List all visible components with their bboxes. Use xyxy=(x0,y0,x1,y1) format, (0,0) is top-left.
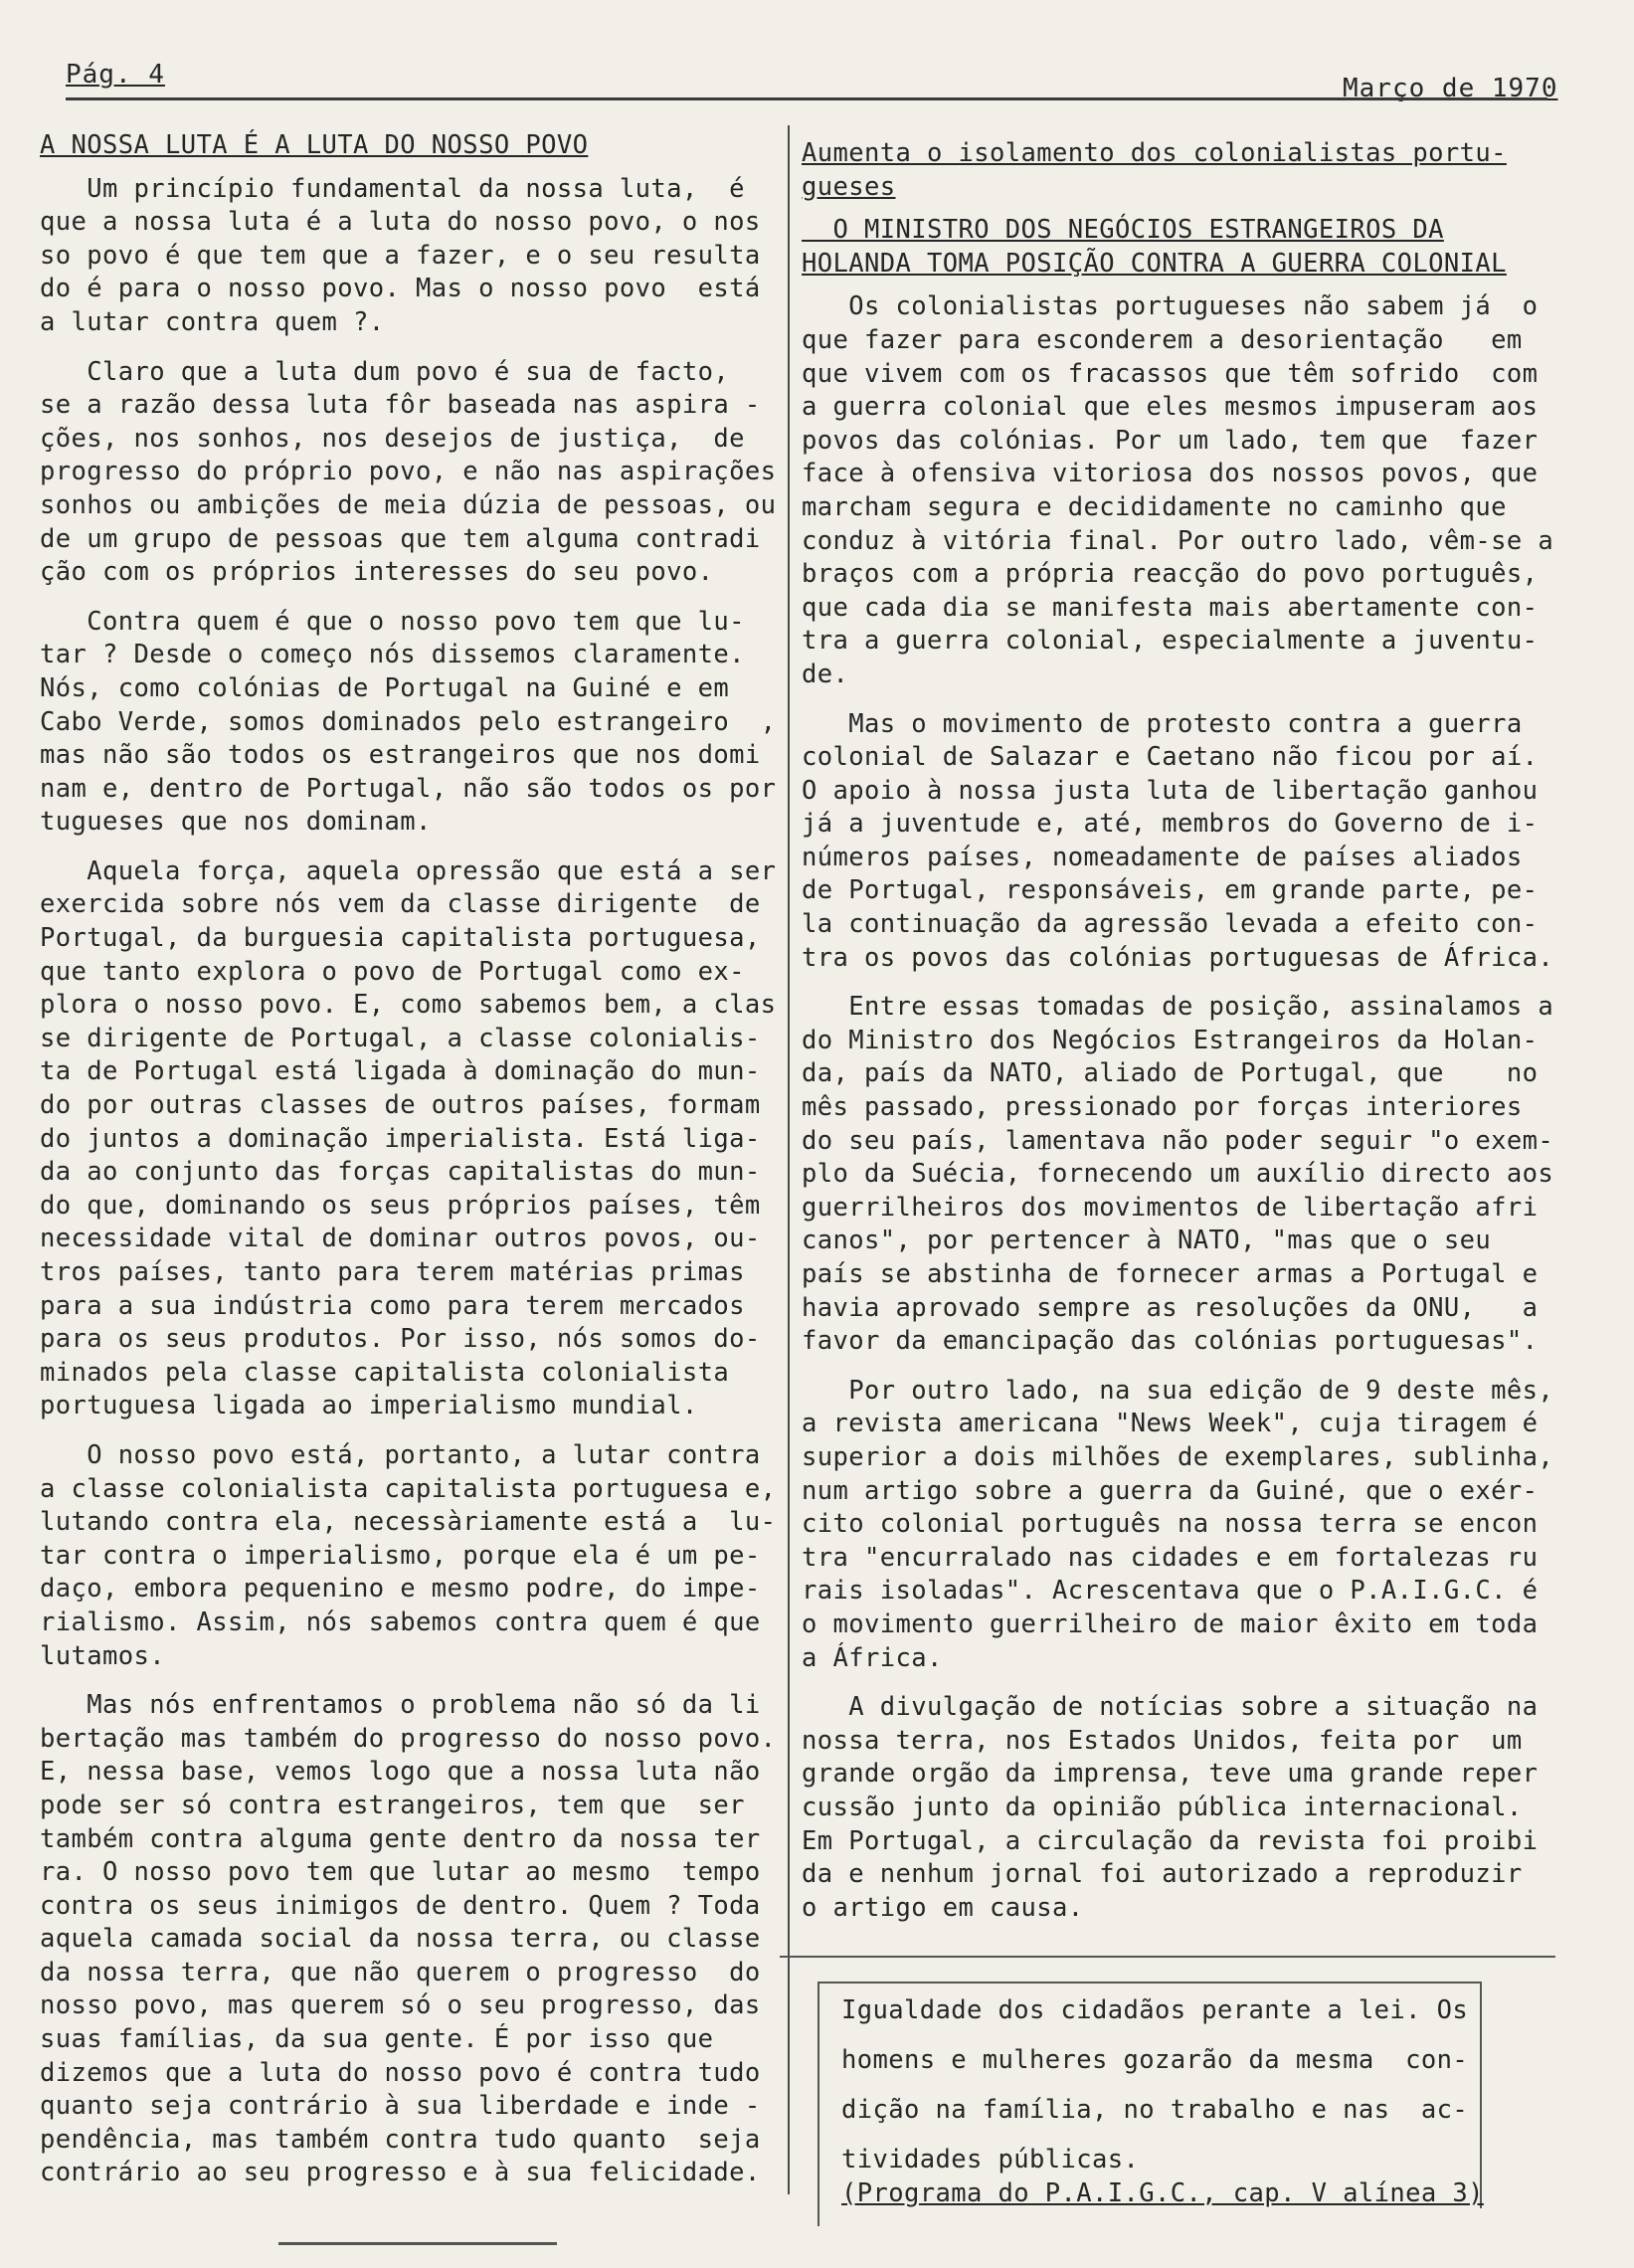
text-line: que vivem com os fracassos que têm sofrido com xyxy=(802,358,1539,389)
paragraph xyxy=(40,1439,781,1673)
text-line: la continuação da agressão levada a efeito con- xyxy=(802,909,1539,940)
text-line: num artigo sobre a guerra da Guiné, que o exér- xyxy=(802,1475,1539,1506)
text-line: minados pela classe capitalista colonialista xyxy=(40,1357,730,1388)
left-article-body xyxy=(40,173,781,2190)
text-line: do por outras classes de outros países, formam xyxy=(40,1090,761,1121)
text-line: do seu país, lamentava não poder seguir "o exem- xyxy=(802,1125,1554,1156)
text-line: tar ? Desde o começo nós dissemos claramente. xyxy=(40,640,745,670)
text-line: ta de Portugal está ligada à dominação do mun- xyxy=(40,1056,761,1087)
text-line: tros países, tanto para terem matérias primas xyxy=(40,1257,745,1287)
text-line: a guerra colonial que eles mesmos impuseram aos xyxy=(802,392,1539,423)
text-line: Aumenta o isolamento dos colonialistas portu- xyxy=(802,138,1507,168)
text-line: mês passado, pressionado por forças interiores xyxy=(802,1092,1523,1123)
text-line: se dirigente de Portugal, a classe colonialis- xyxy=(40,1023,761,1053)
text-line: tugueses que nos dominam. xyxy=(40,807,432,838)
text-line: guerrilheiros dos movimentos de libertação afri xyxy=(802,1192,1539,1223)
text-line: exercida sobre nós vem da classe dirigente de xyxy=(40,889,761,920)
text-line: ções, nos sonhos, nos desejos de justiça, de xyxy=(40,423,745,454)
text-line: do Ministro dos Negócios Estrangeiros da Holan- xyxy=(802,1025,1539,1055)
text-line: contrário ao seu progresso e à sua felicidade. xyxy=(40,2158,761,2188)
text-line: de um grupo de pessoas que tem alguma contradi xyxy=(40,523,761,554)
text-line: Por outro lado, na sua edição de 9 deste mês, xyxy=(802,1375,1554,1406)
text-line: conduz à vitória final. Por outro lado, vêm-se a xyxy=(802,525,1554,556)
text-line: para os seus produtos. Por isso, nós somos do- xyxy=(40,1324,761,1355)
text-line: so povo é que tem que a fazer, e o seu resulta xyxy=(40,240,761,271)
box-top-border xyxy=(817,1982,1480,1984)
text-line: pendência, mas também contra tudo quanto seja xyxy=(40,2124,761,2155)
paragraph xyxy=(802,708,1557,976)
text-line: Em Portugal, a circulação da revista foi proibi xyxy=(802,1825,1539,1856)
text-line: ra. O nosso povo tem que lutar ao mesmo tempo xyxy=(40,1857,761,1888)
text-line: do que, dominando os seus próprios países, têm xyxy=(40,1190,761,1221)
text-line: progresso do próprio povo, e não nas aspirações xyxy=(40,457,777,487)
text-line: se a razão dessa luta fôr baseada nas aspira - xyxy=(40,390,761,421)
text-line: plo da Suécia, fornecendo um auxílio directo aos xyxy=(802,1159,1554,1190)
text-line: daço, embora pequenino e mesmo podre, do impe- xyxy=(40,1574,761,1605)
text-line: povos das colónias. Por um lado, tem que fazer xyxy=(802,425,1539,456)
paragraph xyxy=(40,855,781,1423)
program-citation: (Programa do P.A.I.G.C., cap. V alínea 3) xyxy=(841,2178,1484,2208)
text-line: face à ofensiva vitoriosa dos nossos povos, que xyxy=(802,459,1539,489)
text-line: tra os povos das colónias portuguesas de África. xyxy=(802,942,1554,973)
text-line: tar contra o imperialismo, porque ela é um pe- xyxy=(40,1540,761,1571)
text-line: Mas nós enfrentamos o problema não só da li xyxy=(40,1690,761,1721)
left-article-title: A NOSSA LUTA É A LUTA DO NOSSO POVO xyxy=(40,130,589,160)
text-line: Contra quem é que o nosso povo tem que lu- xyxy=(40,606,745,637)
left-column xyxy=(40,129,781,2190)
text-line: colonial de Salazar e Caetano não ficou por aí. xyxy=(802,742,1539,773)
column-divider xyxy=(788,125,790,2194)
text-line: O apoio à nossa justa luta de libertação ganhou xyxy=(802,775,1539,806)
text-line: sonhos ou ambições de meia dúzia de pessoas, ou xyxy=(40,489,777,520)
text-line: do é para o nosso povo. Mas o nosso povo está xyxy=(40,274,761,304)
issue-date: Março de 1970 xyxy=(1343,74,1558,103)
text-line: do juntos a dominação imperialista. Está liga- xyxy=(40,1123,761,1154)
text-line: Claro que a luta dum povo é sua de facto, xyxy=(40,356,730,387)
text-line: marcham segura e decididamente no caminho que xyxy=(802,491,1507,522)
text-line: E, nessa base, vemos logo que a nossa luta não xyxy=(40,1757,761,1788)
text-line: nossa terra, nos Estados Unidos, feita por um xyxy=(802,1725,1523,1756)
text-line: de. xyxy=(802,659,849,689)
text-line: da, país da NATO, aliado de Portugal, que no xyxy=(802,1058,1539,1089)
text-line: braços com a própria reacção do povo português, xyxy=(802,559,1539,590)
text-line: a revista americana "News Week", cuja tiragem é xyxy=(802,1409,1539,1439)
text-line: rialismo. Assim, nós sabemos contra quem é que xyxy=(40,1606,761,1637)
paragraph xyxy=(40,606,781,840)
text-line: gueses xyxy=(802,171,896,202)
right-article-kicker xyxy=(802,137,1557,204)
page-number: Pág. 4 xyxy=(66,60,165,90)
right-article-headline xyxy=(802,214,1557,281)
text-line: a lutar contra quem ?. xyxy=(40,306,385,337)
text-line: Os colonialistas portugueses não sabem já o xyxy=(802,291,1539,322)
paragraph xyxy=(802,1691,1557,1925)
text-line: da e nenhum jornal foi autorizado a reproduzir xyxy=(802,1859,1523,1890)
text-line: de Portugal, responsáveis, em grande parte, pe- xyxy=(802,875,1539,906)
text-line: país se abstinha de fornecer armas a Portugal e xyxy=(802,1259,1539,1289)
paragraph xyxy=(802,290,1557,691)
text-line: canos", por pertencer à NATO, "mas que o seu xyxy=(802,1226,1492,1256)
text-line: Nós, como colónias de Portugal na Guiné e em xyxy=(40,672,730,703)
right-article-body xyxy=(802,290,1557,1925)
text-line: necessidade vital de dominar outros povos, ou- xyxy=(40,1224,761,1254)
box-right-border xyxy=(1480,1982,1482,2208)
box-left-border xyxy=(817,1982,819,2226)
text-line: O MINISTRO DOS NEGÓCIOS ESTRANGEIROS DA xyxy=(802,215,1444,246)
text-line: a classe colonialista capitalista portuguesa e, xyxy=(40,1473,777,1504)
text-line: tra a guerra colonial, especialmente a juventu- xyxy=(802,626,1539,657)
text-line: Mas o movimento de protesto contra a guerra xyxy=(802,708,1523,739)
text-line: também contra alguma gente dentro da nossa ter xyxy=(40,1823,761,1854)
text-line: da ao conjunto das forças capitalistas do mun- xyxy=(40,1157,761,1188)
text-line: bertação mas também do progresso do nosso povo. xyxy=(40,1723,777,1754)
text-line: quanto seja contrário à sua liberdade e inde - xyxy=(40,2091,761,2122)
text-line: já a juventude e, até, membros do Governo de i- xyxy=(802,809,1539,840)
text-line: a África. xyxy=(802,1642,943,1673)
text-line: Portugal, da burguesia capitalista portuguesa, xyxy=(40,923,761,954)
text-line: pode ser só contra estrangeiros, tem que ser xyxy=(40,1790,745,1820)
paragraph xyxy=(40,1689,781,2190)
text-line: da nossa terra, que não querem o progresso do xyxy=(40,1957,761,1987)
text-line: portuguesa ligada ao imperialismo mundial. xyxy=(40,1391,698,1421)
text-line: que fazer para esconderem a desorientação em xyxy=(802,324,1523,355)
text-line: números países, nomeadamente de países aliados xyxy=(802,842,1523,872)
text-line: A divulgação de notícias sobre a situação na xyxy=(802,1692,1539,1723)
text-line: suas famílias, da sua gente. É por isso que xyxy=(40,2024,714,2055)
text-line: nosso povo, mas querem só o seu progresso, das xyxy=(40,1990,761,2021)
text-line: homens e mulheres gozarão da mesma con- xyxy=(841,2045,1469,2075)
text-line: tividades públicas. xyxy=(841,2145,1140,2174)
text-line: Um princípio fundamental da nossa luta, é xyxy=(40,173,745,204)
text-line: Entre essas tomadas de posição, assinalamos a xyxy=(802,992,1554,1023)
text-line: lutamos. xyxy=(40,1640,166,1671)
text-line: o movimento guerrilheiro de maior êxito em toda xyxy=(802,1608,1539,1639)
text-line: nam e, dentro de Portugal, não são todos os por xyxy=(40,773,777,804)
text-line: cito colonial português na nossa terra se encon xyxy=(802,1509,1539,1540)
text-line: HOLANDA TOMA POSIÇÃO CONTRA A GUERRA COLONIAL xyxy=(802,248,1507,279)
text-line: dição na família, no trabalho e nas ac- xyxy=(841,2095,1469,2125)
text-line: Cabo Verde, somos dominados pelo estrangeiro , xyxy=(40,706,777,737)
text-line: para a sua indústria como para terem mercados xyxy=(40,1290,745,1321)
paragraph xyxy=(40,356,781,590)
text-line: havia aprovado sempre as resoluções da ONU, a xyxy=(802,1292,1539,1323)
text-line: que cada dia se manifesta mais abertamente con- xyxy=(802,592,1539,623)
text-line: que a nossa luta é a luta do nosso povo, o nos xyxy=(40,207,761,238)
text-line: o artigo em causa. xyxy=(802,1892,1084,1923)
text-line: Igualdade dos cidadãos perante a lei. Os xyxy=(841,1995,1469,2025)
paragraph xyxy=(802,1375,1557,1675)
text-line: ção com os próprios interesses do seu povo. xyxy=(40,557,714,588)
text-line: superior a dois milhões de exemplares, sublinha, xyxy=(802,1441,1554,1472)
text-line: grande orgão da imprensa, teve uma grande reper xyxy=(802,1759,1539,1790)
paragraph xyxy=(40,173,781,340)
text-line: lutando contra ela, necessàriamente está a lu- xyxy=(40,1507,777,1538)
bottom-rule xyxy=(278,2242,557,2245)
box-separator-rule xyxy=(780,1956,1555,1958)
text-line: dizemos que a luta do nosso povo é contra tudo xyxy=(40,2057,761,2088)
right-column xyxy=(802,137,1557,1925)
text-line: tra "encurralado nas cidades e em fortalezas ru xyxy=(802,1542,1539,1573)
text-line: aquela camada social da nossa terra, ou classe xyxy=(40,1924,761,1955)
text-line: O nosso povo está, portanto, a lutar contra xyxy=(40,1439,761,1470)
header-rule xyxy=(66,97,1547,100)
text-line: mas não são todos os estrangeiros que nos domi xyxy=(40,740,761,771)
text-line: contra os seus inimigos de dentro. Quem ? Toda xyxy=(40,1890,761,1921)
text-line: Aquela força, aquela opressão que está a ser xyxy=(40,855,777,886)
text-line: favor da emancipação das colónias portuguesas". xyxy=(802,1326,1539,1357)
text-line: plora o nosso povo. E, como sabemos bem, a clas xyxy=(40,990,777,1021)
text-line: que tanto explora o povo de Portugal como ex- xyxy=(40,956,745,987)
program-quote-box xyxy=(841,1985,1478,2184)
paragraph xyxy=(802,991,1557,1359)
text-line: cussão junto da opinião pública internacional. xyxy=(802,1792,1523,1822)
text-line: rais isoladas". Acrescentava que o P.A.I.G.C. é xyxy=(802,1576,1539,1606)
